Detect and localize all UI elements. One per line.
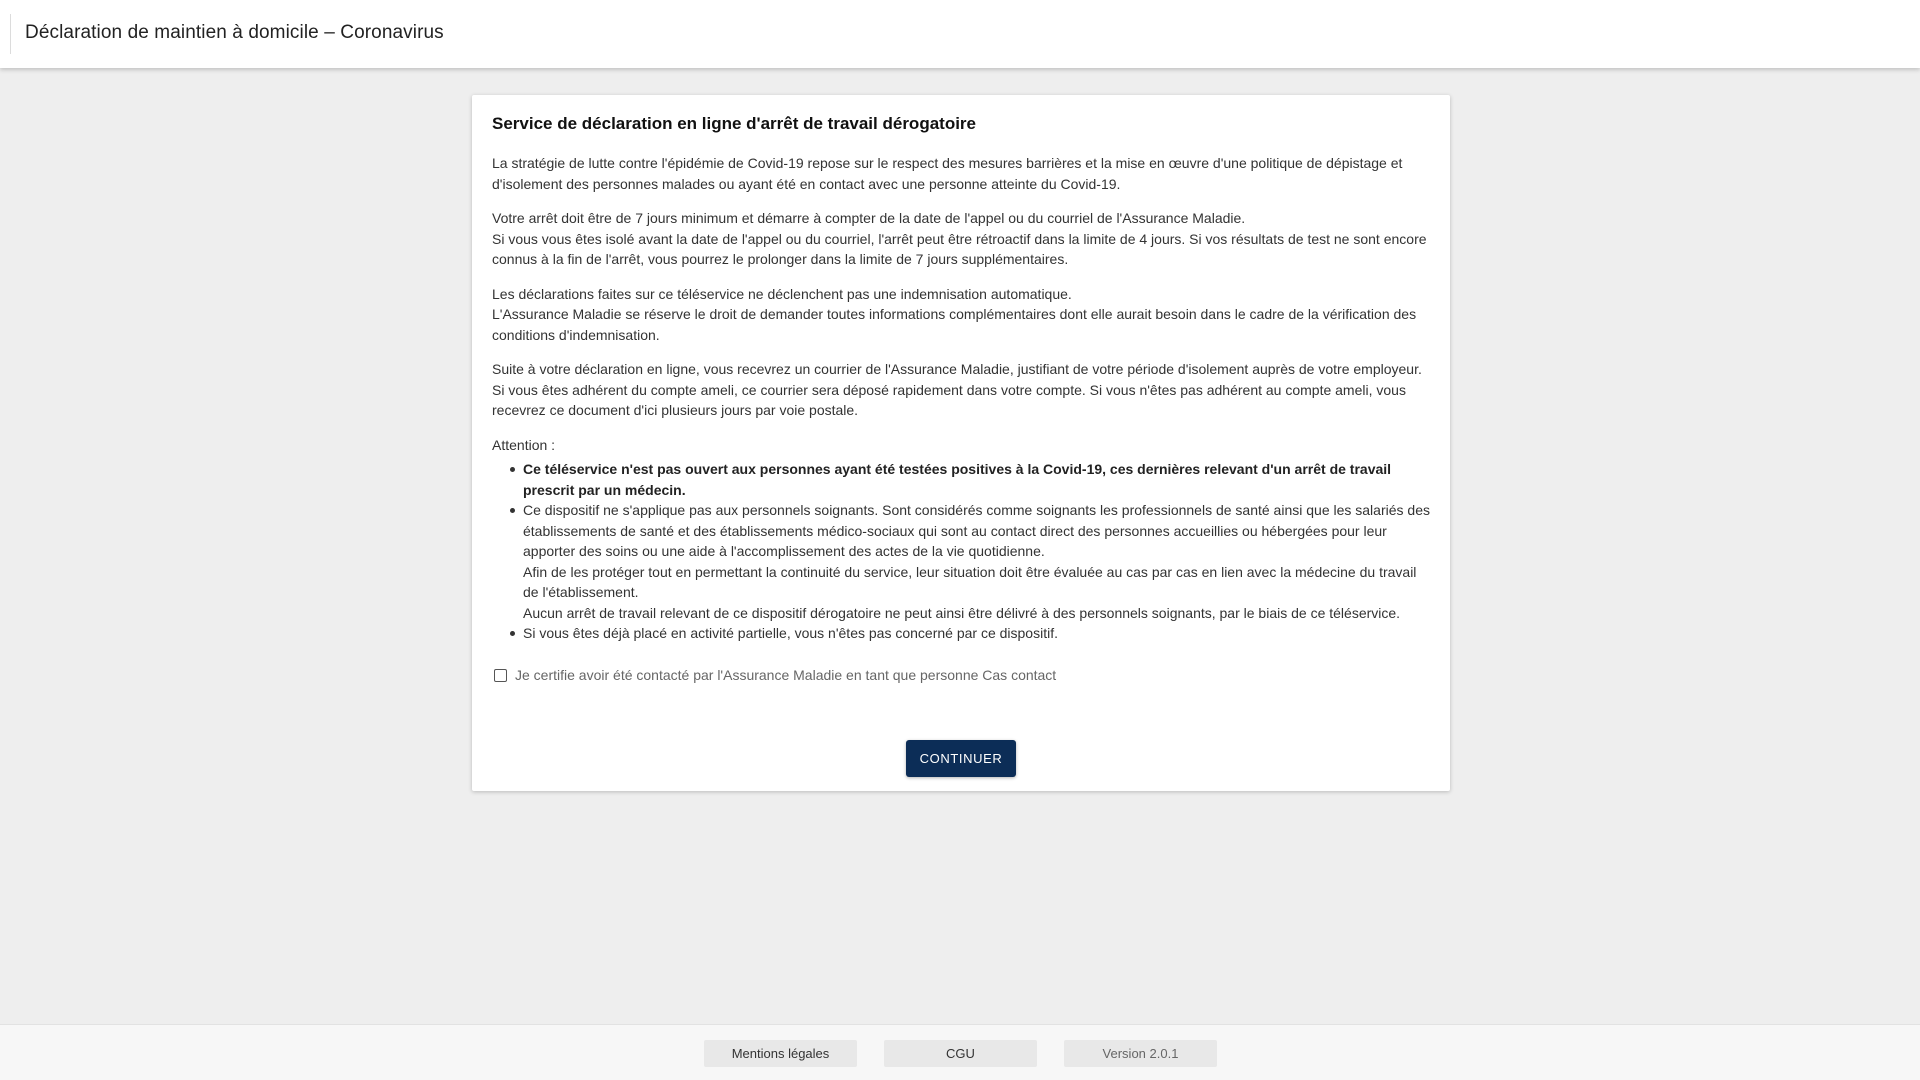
footer — [0, 1024, 1920, 1080]
list-item — [523, 459, 1430, 500]
list-item-text: Aucun arrêt de travail relevant de ce dispositif dérogatoire ne peut ainsi être délivré à des personnels soignants, par le biais de ce téléservice. — [523, 604, 1401, 621]
version-badge: Version 2.0.1 — [1064, 1040, 1217, 1067]
cgu-button[interactable]: CGU — [884, 1040, 1037, 1067]
duration-paragraph — [492, 208, 1430, 270]
attention-label: Attention : — [492, 436, 556, 453]
courrier-paragraph — [492, 359, 1430, 421]
cas-contact-checkbox-row[interactable] — [494, 667, 1056, 683]
list-item-text: Afin de les protéger tout en permettant la continuité du service, leur situation doit être évaluée au cas par cas en lien avec la médecine du travail de l'établissement. — [523, 563, 1417, 601]
indemnisation-paragraph — [492, 284, 1430, 346]
list-item-text: Ce téléservice n'est pas ouvert aux personnes ayant été testées positives à la Covid-19, ces dernières relevant d'un arrêt de travail prescrit par un médecin. — [523, 461, 1392, 498]
page-title: Déclaration de maintien à domicile – Coronavirus — [25, 22, 444, 43]
paragraph-line: Si vous vous êtes isolé avant la date de l'appel ou du courriel, l'arrêt peut être rétroactif dans la limite de 4 jours. Si vos résultats de test ne sont encore connus à la fin de l'arrêt, vous pourrez le prolonger dans la limite de 7 jours supplémentaires. — [492, 230, 1427, 268]
paragraph-line: La stratégie de lutte contre l'épidémie de Covid-19 repose sur le respect des mesures barrières et la mise en œuvre d'une politique de dépistage et d'isolement des personnes malades ou ayant été en contact avec une personne atteinte du Covid-19. — [492, 155, 1403, 192]
header-divider — [10, 14, 11, 54]
paragraph-line: Les déclarations faites sur ce téléservice ne déclenchent pas une indemnisation automatique. — [492, 285, 1072, 302]
intro-paragraph — [492, 153, 1430, 194]
list-item-text: Ce dispositif ne s'applique pas aux personnels soignants. Sont considérés comme soignants les professionnels de santé ainsi que les salariés des établissements de santé et des établissements médico-sociaux qui sont au contact direct des personnes accueillies ou hébergées pour leur apporter des soins ou une aide à l'accomplissement des actes de la vie quotidienne. — [523, 502, 1430, 560]
card-title: Service de déclaration en ligne d'arrêt de travail dérogatoire — [492, 114, 976, 133]
list-item-text: Si vous êtes déjà placé en activité partielle, vous n'êtes pas concerné par ce dispositif. — [523, 625, 1058, 642]
paragraph-line: L'Assurance Maladie se réserve le droit de demander toutes informations complémentaires dont elle aurait besoin dans le cadre de la vérification des conditions d'indemnisation. — [492, 306, 1417, 343]
app-header — [0, 0, 1920, 68]
list-item — [523, 500, 1430, 623]
declaration-card — [472, 95, 1450, 791]
attention-list — [492, 459, 1430, 644]
paragraph-line: Suite à votre déclaration en ligne, vous recevrez un courrier de l'Assurance Maladie, justifiant de votre période d'isolement auprès de votre employeur. Si vous êtes adhérent du compte ameli, ce courrier sera déposé rapidement dans votre compte. Si vous n'êtes pas adhérent au compte ameli, vous recevrez ce document d'ici plusieurs jours par voie postale. — [492, 361, 1422, 419]
legal-notice-button[interactable]: Mentions légales — [704, 1040, 857, 1067]
cas-contact-checkbox-label[interactable]: Je certifie avoir été contacté par l'Assurance Maladie en tant que personne Cas contact — [515, 667, 1057, 683]
cas-contact-checkbox[interactable] — [494, 669, 507, 682]
continue-button[interactable]: CONTINUER — [906, 740, 1016, 777]
list-item — [523, 623, 1430, 644]
paragraph-line: Votre arrêt doit être de 7 jours minimum et démarre à compter de la date de l'appel ou du courriel de l'Assurance Maladie. — [492, 210, 1246, 227]
